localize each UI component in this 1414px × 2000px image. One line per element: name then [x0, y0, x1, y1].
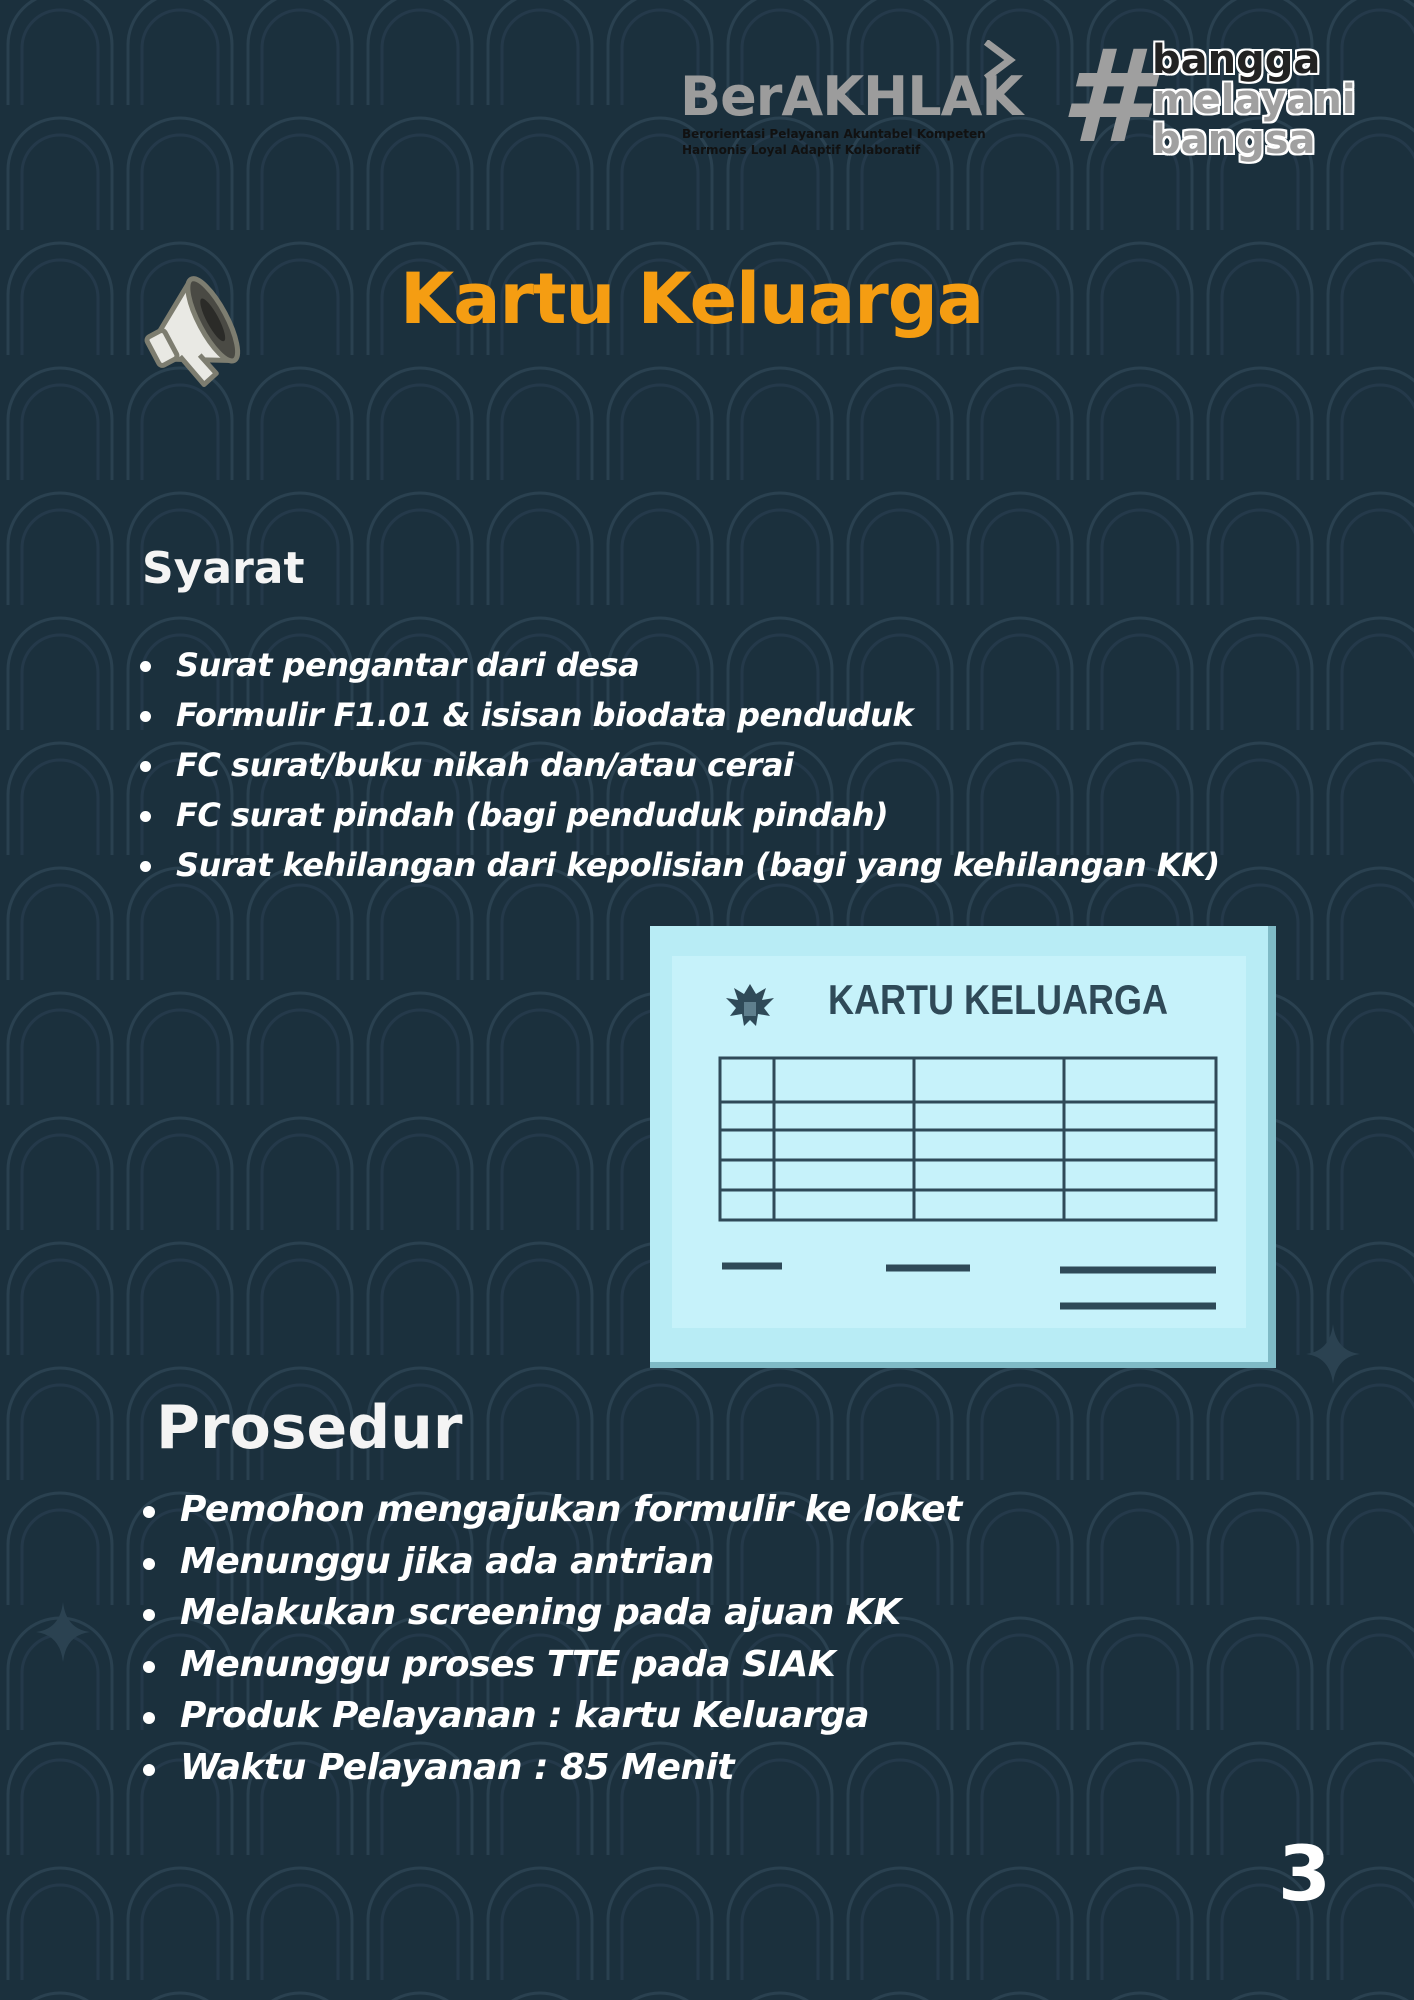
berakhlak-tagline-line1: Berorientasi Pelayanan Akuntabel Kompeten — [682, 127, 986, 141]
page-number: 3 — [1278, 1829, 1331, 1918]
list-item: Produk Pelayanan : kartu Keluarga — [138, 1690, 962, 1742]
bangga-word: bangga — [1152, 37, 1321, 83]
syarat-heading: Syarat — [142, 543, 305, 594]
list-item: Pemohon mengajukan formulir ke loket — [138, 1484, 962, 1536]
page-title: Kartu Keluarga — [400, 258, 984, 340]
card-title: KARTU KELUARGA — [828, 976, 1168, 1023]
list-item: Surat pengantar dari desa — [136, 640, 1220, 690]
list-item: Formulir F1.01 & isisan biodata penduduk — [136, 690, 1220, 740]
kartu-keluarga-card-illustration — [650, 926, 1276, 1368]
bangga-melayani-bangsa-logo — [1060, 23, 1360, 172]
melayani-word: melayani — [1152, 77, 1356, 123]
list-item: Menunggu jika ada antrian — [138, 1536, 962, 1588]
hashtag-symbol: # — [1060, 23, 1150, 172]
syarat-list — [136, 640, 1220, 890]
berakhlak-wordmark: BerAKHLAK — [680, 65, 1023, 128]
list-item: FC surat/buku nikah dan/atau cerai — [136, 740, 1220, 790]
list-item: Menunggu proses TTE pada SIAK — [138, 1639, 962, 1691]
prosedur-list — [138, 1484, 962, 1793]
list-item: Surat kehilangan dari kepolisian (bagi yang kehilangan KK) — [136, 840, 1220, 890]
sparkle-icon — [1306, 1324, 1360, 1384]
bangsa-word: bangsa — [1152, 117, 1316, 163]
berakhlak-logo — [680, 40, 1023, 170]
list-item: Melakukan screening pada ajuan KK — [138, 1587, 962, 1639]
berakhlak-tagline-line2: Harmonis Loyal Adaptif Kolaboratif — [682, 143, 921, 157]
sparkle-icon — [36, 1602, 90, 1662]
prosedur-heading: Prosedur — [156, 1393, 463, 1463]
megaphone-icon — [136, 262, 256, 400]
list-item: Waktu Pelayanan : 85 Menit — [138, 1742, 962, 1794]
list-item: FC surat pindah (bagi penduduk pindah) — [136, 790, 1220, 840]
